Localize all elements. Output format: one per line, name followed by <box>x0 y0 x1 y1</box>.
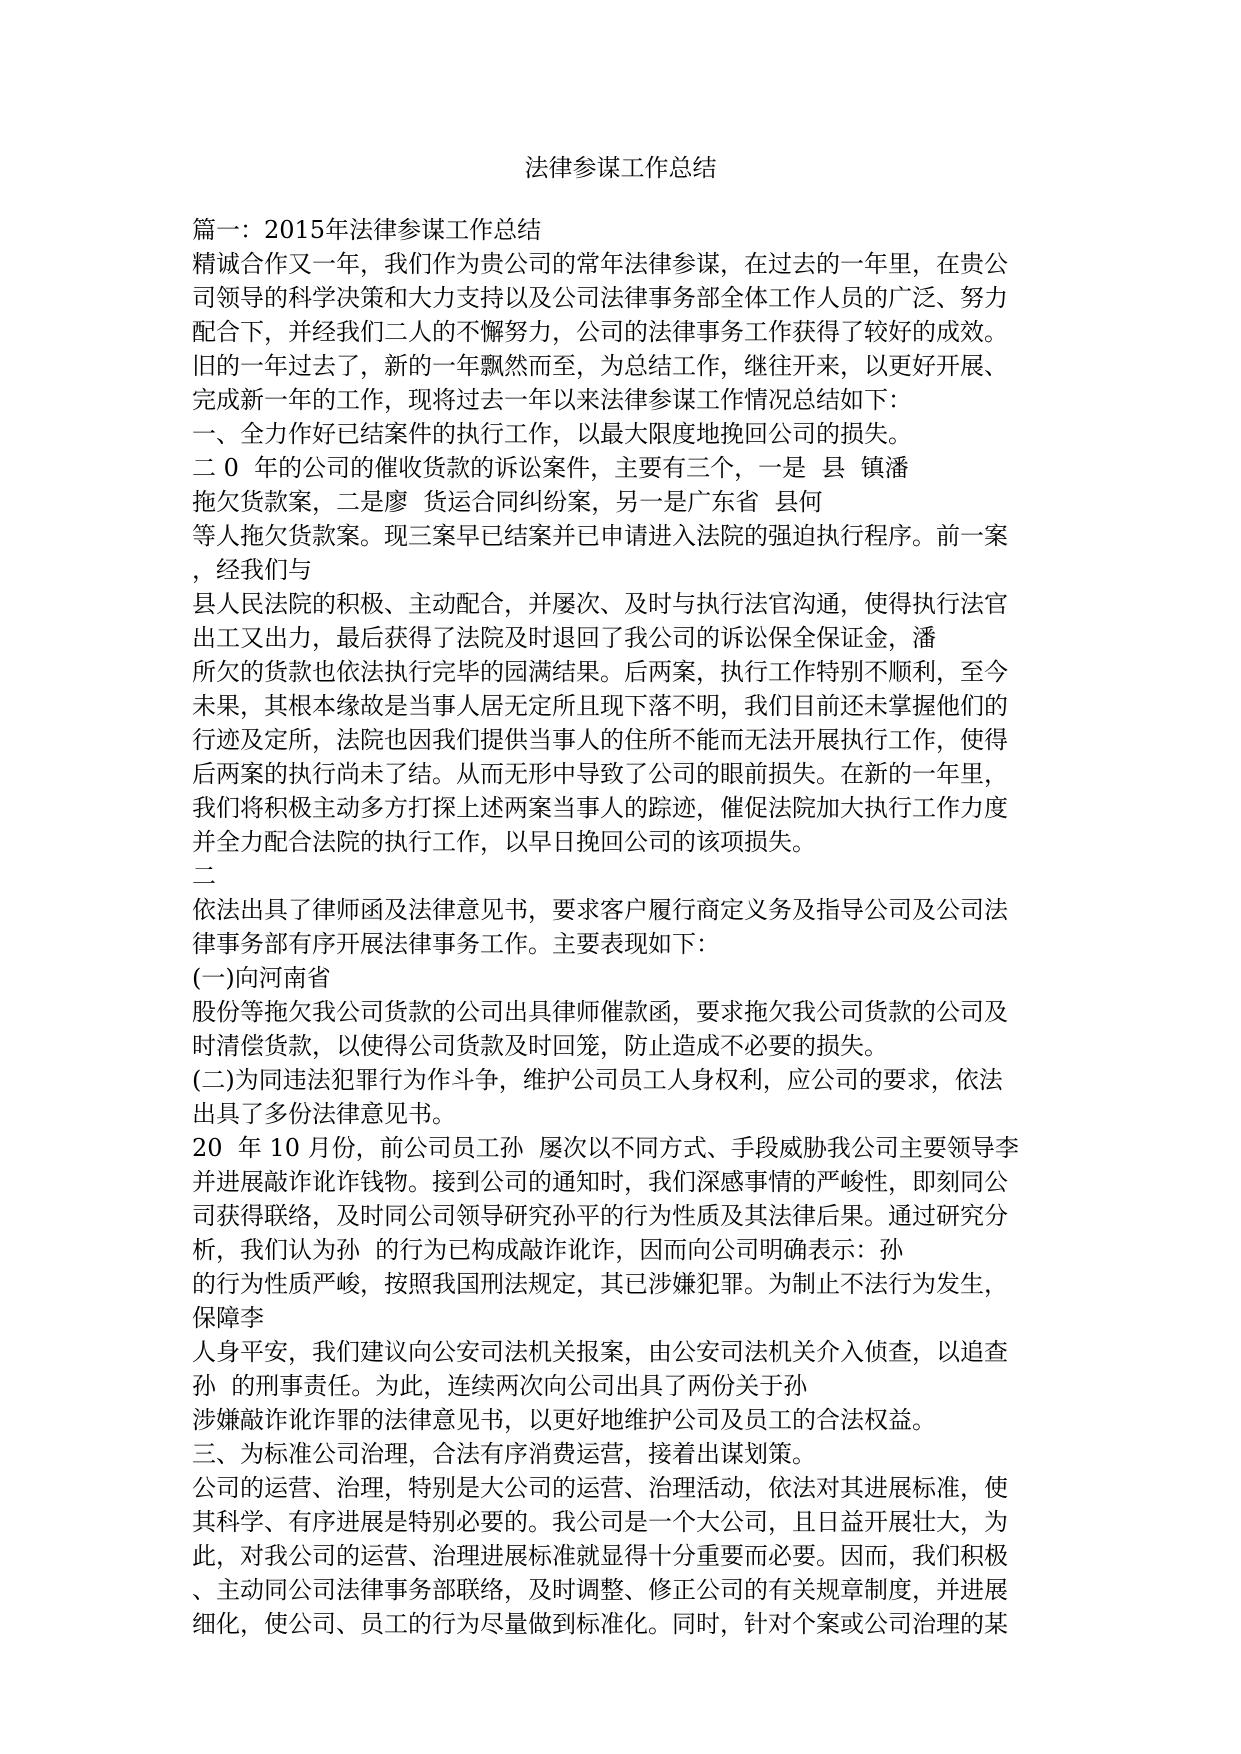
text-line: 精诚合作又一年，我们作为贵公司的常年法律参谋，在过去的一年里，在贵公 <box>192 250 1008 278</box>
text-line: 司获得联络，及时同公司领导研究孙平的行为性质及其法律后果。通过研究分 <box>192 1202 1008 1230</box>
text-line: 等人拖欠货款案。现三案早已结案并已申请进入法院的强迫执行程序。前一案 <box>192 522 1008 550</box>
text-line: (一)向河南省 <box>192 964 331 992</box>
text-line: 行迹及定所，法院也因我们提供当事人的住所不能而无法开展执行工作，使得 <box>192 726 1008 754</box>
text-line: 此，对我公司的运营、治理进展标准就显得十分重要而必要。因而，我们积极 <box>192 1542 1008 1570</box>
text-line: 孙 的刑事责任。为此，连续两次向公司出具了两份关于孙 <box>192 1372 808 1400</box>
text-line: 时清偿货款，以使得公司货款及时回笼，防止造成不必要的损失。 <box>192 1032 888 1060</box>
text-line: 并全力配合法院的执行工作，以早日挽回公司的该项损失。 <box>192 828 816 856</box>
text-line: 律事务部有序开展法律事务工作。主要表现如下： <box>192 930 720 958</box>
text-line: 二 <box>192 862 216 890</box>
text-line: 的行为性质严峻，按照我国刑法规定，其已涉嫌犯罪。为制止不法行为发生， <box>192 1270 1008 1298</box>
text-line: 县人民法院的积极、主动配合，并屡次、及时与执行法官沟通，使得执行法官 <box>192 590 1008 618</box>
text-line: 20 年 10 月份，前公司员工孙 屡次以不同方式、手段威胁我公司主要领导李 <box>192 1134 1019 1162</box>
text-line: 三、为标准公司治理，合法有序消费运营，接着出谋划策。 <box>192 1440 816 1468</box>
text-line: 拖欠货款案，二是廖 货运合同纠纷案，另一是广东省 县何 <box>192 488 823 516</box>
text-line: 细化，使公司、员工的行为尽量做到标准化。同时，针对个案或公司治理的某 <box>192 1610 1008 1638</box>
text-line: 股份等拖欠我公司货款的公司出具律师催款函，要求拖欠我公司货款的公司及 <box>192 998 1008 1026</box>
document-title: 法律参谋工作总结 <box>524 154 717 182</box>
text-line: 旧的一年过去了，新的一年飘然而至，为总结工作，继往开来，以更好开展、 <box>192 352 1008 380</box>
text-line: 、主动同公司法律事务部联络，及时调整、修正公司的有关规章制度，并进展 <box>192 1576 1008 1604</box>
document-body <box>192 213 1062 1641</box>
text-line: 我们将积极主动多方打探上述两案当事人的踪迹，催促法院加大执行工作力度 <box>192 794 1008 822</box>
text-line: 篇一：2015年法律参谋工作总结 <box>192 216 542 244</box>
text-line: 出工又出力，最后获得了法院及时退回了我公司的诉讼保全保证金，潘 <box>192 624 936 652</box>
text-line: 涉嫌敲诈讹诈罪的法律意见书，以更好地维护公司及员工的合法权益。 <box>192 1406 936 1434</box>
text-line: 人身平安，我们建议向公安司法机关报案，由公安司法机关介入侦查，以追查 <box>192 1338 1008 1366</box>
text-line: 完成新一年的工作，现将过去一年以来法律参谋工作情况总结如下： <box>192 386 912 414</box>
text-line: 保障李 <box>192 1304 264 1332</box>
text-line: 公司的运营、治理，特别是大公司的运营、治理活动，依法对其进展标准，使 <box>192 1474 1008 1502</box>
text-line: 一、全力作好已结案件的执行工作，以最大限度地挽回公司的损失。 <box>192 420 912 448</box>
text-line: 并进展敲诈讹诈钱物。接到公司的通知时，我们深感事情的严峻性，即刻同公 <box>192 1168 1008 1196</box>
text-line: 司领导的科学决策和大力支持以及公司法律事务部全体工作人员的广泛、努力 <box>192 284 1008 312</box>
text-line: 配合下，并经我们二人的不懈努力，公司的法律事务工作获得了较好的成效。 <box>192 318 1008 346</box>
text-line: 出具了多份法律意见书。 <box>192 1100 456 1128</box>
text-line: 未果，其根本缘故是当事人居无定所且现下落不明，我们目前还未掌握他们的 <box>192 692 1008 720</box>
text-line: 其科学、有序进展是特别必要的。我公司是一个大公司，且日益开展壮大，为 <box>192 1508 1008 1536</box>
text-line: 二 0 年的公司的催收货款的诉讼案件，主要有三个，一是 县 镇潘 <box>192 454 909 482</box>
text-line: 所欠的货款也依法执行完毕的园满结果。后两案，执行工作特别不顺利，至今 <box>192 658 1008 686</box>
text-line: 依法出具了律师函及法律意见书，要求客户履行商定义务及指导公司及公司法 <box>192 896 1008 924</box>
text-line: (二)为同违法犯罪行为作斗争，维护公司员工人身权利，应公司的要求，依法 <box>192 1066 1003 1094</box>
text-line: 析，我们认为孙 的行为已构成敲诈讹诈，因而向公司明确表示：孙 <box>192 1236 904 1264</box>
text-line: 后两案的执行尚未了结。从而无形中导致了公司的眼前损失。在新的一年里， <box>192 760 1008 788</box>
text-line: ，经我们与 <box>192 556 312 584</box>
